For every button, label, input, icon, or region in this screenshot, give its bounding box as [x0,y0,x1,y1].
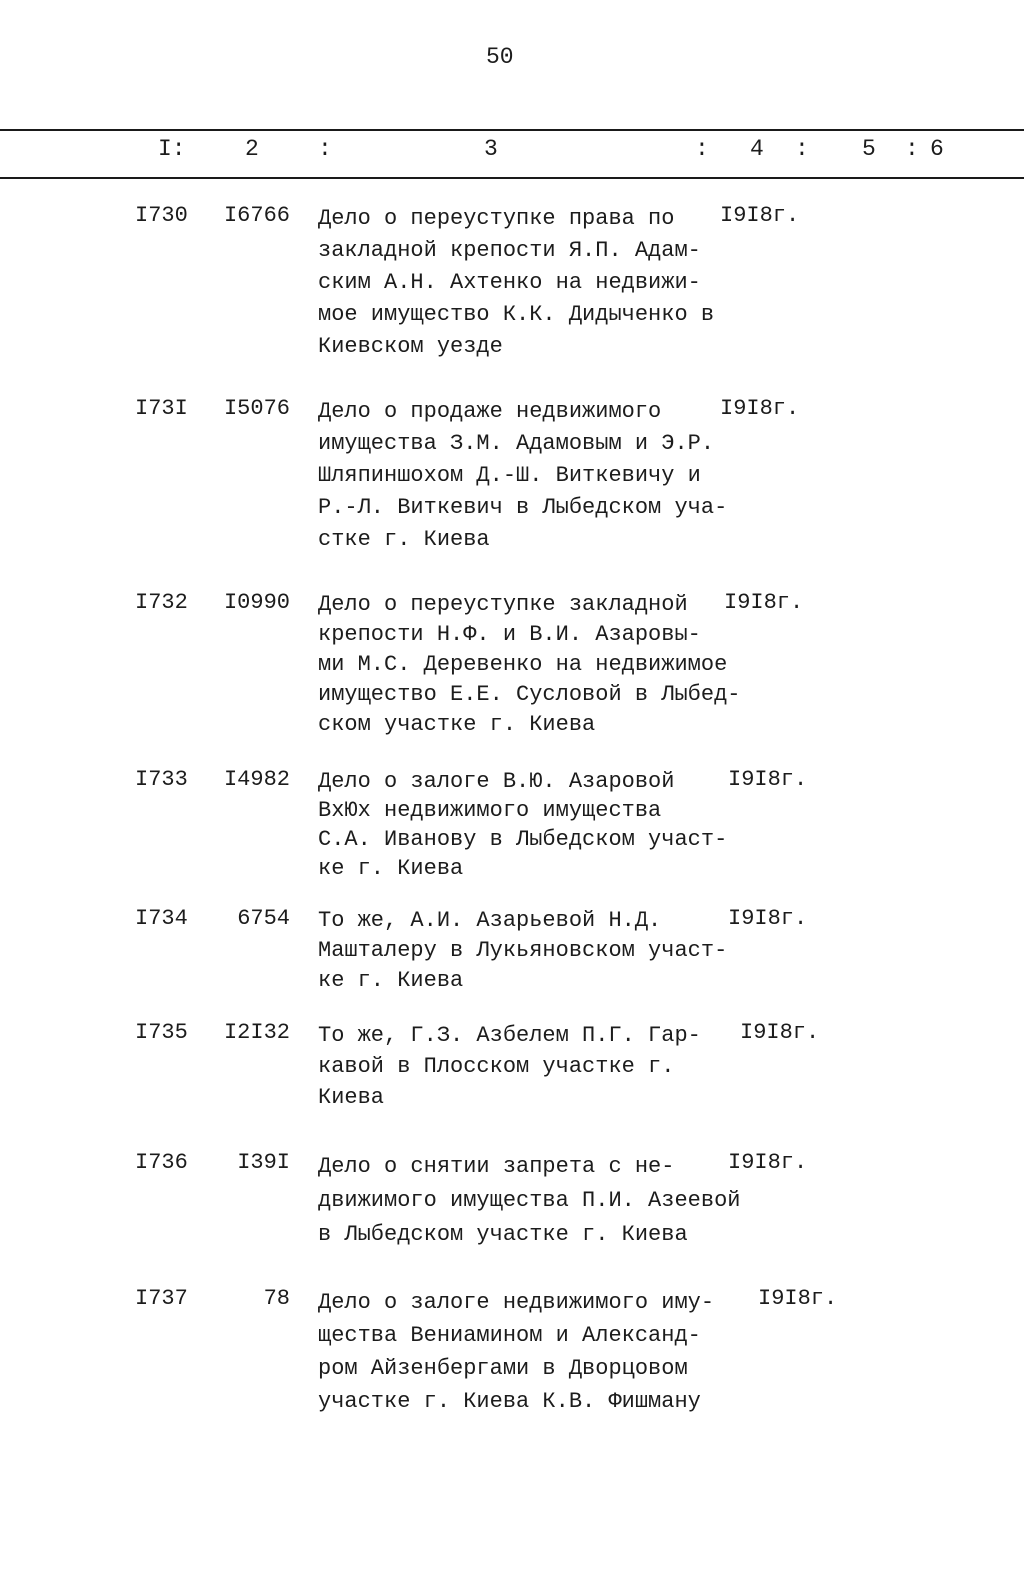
entry-number: I732 [135,590,188,615]
entry-year: I9I8г. [728,1150,808,1175]
desc-line: крепости Н.Ф. и В.И. Азаровы- [318,622,701,647]
entry-number: I73I [135,396,188,421]
header-col-5: 5 [862,136,876,162]
header-col-6: 6 [930,136,944,162]
desc-line: мое имущество К.К. Дидыченко в [318,302,715,327]
entry-description [318,590,748,740]
entry-description [318,203,748,363]
entry-year: I9I8г. [728,767,808,792]
archive-number: 78 [263,1286,290,1311]
desc-line: ВхЮх недвижимого имущества [318,798,662,823]
entry-number: I730 [135,203,188,228]
entry-number: I733 [135,767,188,792]
desc-line: Дело о переуступке права по [318,206,675,231]
desc-line: Киевском уезде [318,334,503,359]
desc-line: С.А. Иванову в Лыбедском участ- [318,827,728,852]
header-bottom-rule [0,177,1024,179]
entry-description [318,396,748,556]
header-top-rule [0,129,1024,131]
archive-number: I4982 [223,767,290,792]
archive-number: I6766 [223,203,290,228]
desc-line: ке г. Киева [318,968,464,993]
header-col-1: I: [158,136,186,162]
header-sep: : [695,136,709,162]
entry-year: I9I8г. [724,590,804,615]
header-sep: : [795,136,809,162]
entry-year: I9I8г. [728,906,808,931]
header-col-4: 4 [750,136,764,162]
desc-line: ке г. Киева [318,856,464,881]
desc-line: То же, А.И. Азарьевой Н.Д. [318,908,662,933]
entry-description [318,906,748,996]
archive-number: I2I32 [223,1020,290,1045]
entry-year: I9I8г. [758,1286,838,1311]
entry-number: I735 [135,1020,188,1045]
desc-line: имущества З.М. Адамовым и Э.Р. [318,431,715,456]
desc-line: Дело о переуступке закладной [318,592,688,617]
page-number: 50 [486,44,514,70]
desc-line: ми М.С. Деревенко на недвижимое [318,652,728,677]
header-sep: : [905,136,919,162]
desc-line: То же, Г.З. Азбелем П.Г. Гар- [318,1023,701,1048]
header-sep: : [318,136,332,162]
entry-description [318,1150,748,1252]
desc-line: Киева [318,1085,385,1110]
desc-line: кавой в Плосском участке г. [318,1054,675,1079]
desc-line: закладной крепости Я.П. Адам- [318,238,701,263]
desc-line: Дело о залоге В.Ю. Азаровой [318,769,675,794]
entry-description [318,1286,748,1418]
desc-line: движимого имущества П.И. Азеевой [318,1188,741,1213]
desc-line: ском участке г. Киева [318,712,596,737]
desc-line: ским А.Н. Ахтенко на недвижи- [318,270,701,295]
archive-number: I5076 [223,396,290,421]
desc-line: участке г. Киева К.В. Фишману [318,1389,701,1414]
desc-line: Р.-Л. Виткевич в Лыбедском уча- [318,495,728,520]
desc-line: ром Айзенбергами в Дворцовом [318,1356,688,1381]
entry-year: I9I8г. [740,1020,820,1045]
header-col-3: 3 [484,136,498,162]
desc-line: в Лыбедском участке г. Киева [318,1222,688,1247]
entry-number: I734 [135,906,188,931]
desc-line: стке г. Киева [318,527,490,552]
desc-line: Дело о продаже недвижимого [318,399,662,424]
entry-description [318,1020,748,1113]
archive-number: I39I [237,1150,290,1175]
entry-description [318,767,748,883]
desc-line: Шляпиншохом Д.-Ш. Виткевичу и [318,463,701,488]
entry-number: I737 [135,1286,188,1311]
desc-line: Дело о снятии запрета с не- [318,1154,675,1179]
desc-line: Машталеру в Лукьяновском участ- [318,938,728,963]
desc-line: имущество Е.Е. Сусловой в Лыбед- [318,682,741,707]
entry-year: I9I8г. [720,203,800,228]
desc-line: щества Вениамином и Александ- [318,1323,701,1348]
archive-number: I0990 [223,590,290,615]
header-col-2: 2 [245,136,259,162]
entry-year: I9I8г. [720,396,800,421]
entry-number: I736 [135,1150,188,1175]
archive-number: 6754 [237,906,290,931]
desc-line: Дело о залоге недвижимого иму- [318,1290,715,1315]
